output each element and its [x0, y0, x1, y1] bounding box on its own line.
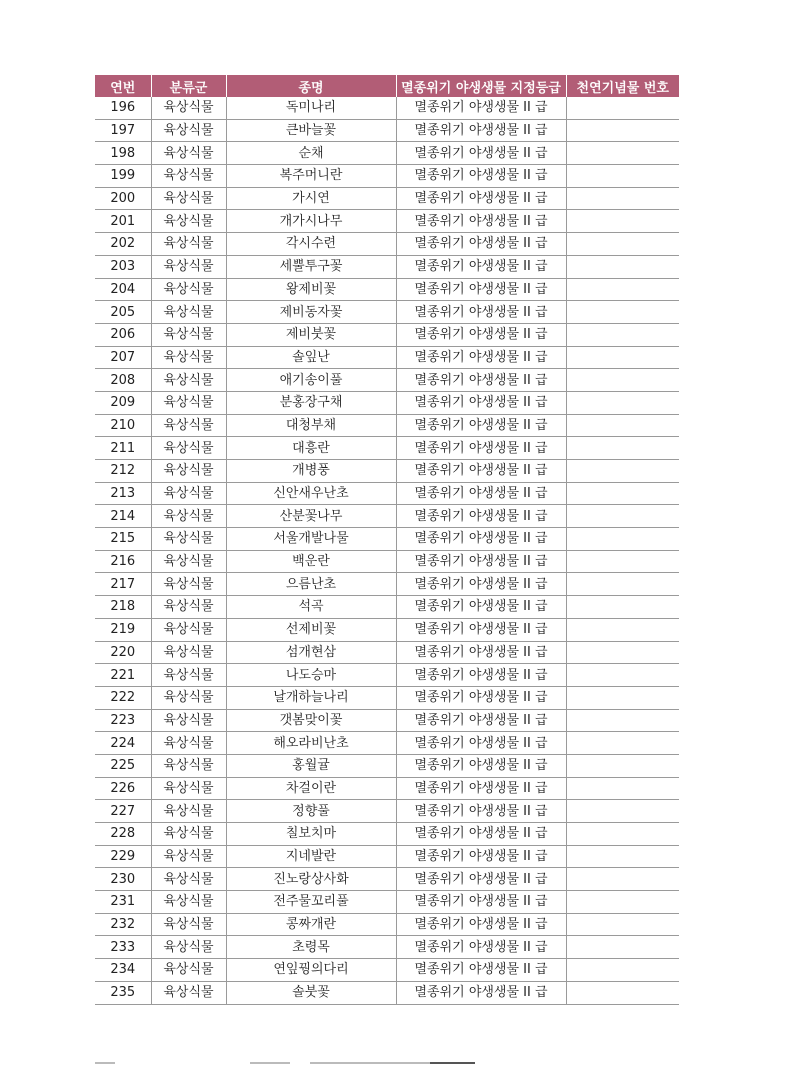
cell-endangered-grade: 멸종위기 야생생물 II 급	[396, 346, 566, 369]
header-row	[95, 75, 679, 97]
cell-serial-number: 220	[95, 641, 151, 664]
cell-taxon-group: 육상식물	[151, 165, 226, 188]
cell-natural-monument-number	[566, 664, 679, 687]
cell-species-name: 대흥란	[226, 437, 396, 460]
cell-natural-monument-number	[566, 618, 679, 641]
page-footer-marks	[95, 1062, 495, 1066]
cell-serial-number: 199	[95, 165, 151, 188]
header-taxon-group: 분류군	[151, 75, 226, 97]
cell-endangered-grade: 멸종위기 야생생물 II 급	[396, 414, 566, 437]
cell-natural-monument-number	[566, 437, 679, 460]
cell-natural-monument-number	[566, 482, 679, 505]
cell-serial-number: 212	[95, 460, 151, 483]
table-row	[95, 97, 679, 119]
table-row	[95, 233, 679, 256]
cell-species-name: 칠보치마	[226, 823, 396, 846]
cell-taxon-group: 육상식물	[151, 142, 226, 165]
table-row	[95, 913, 679, 936]
cell-taxon-group: 육상식물	[151, 891, 226, 914]
cell-endangered-grade: 멸종위기 야생생물 II 급	[396, 868, 566, 891]
cell-taxon-group: 육상식물	[151, 845, 226, 868]
cell-species-name: 백운란	[226, 550, 396, 573]
cell-taxon-group: 육상식물	[151, 664, 226, 687]
cell-natural-monument-number	[566, 255, 679, 278]
cell-natural-monument-number	[566, 528, 679, 551]
cell-endangered-grade: 멸종위기 야생생물 II 급	[396, 255, 566, 278]
cell-species-name: 으름난초	[226, 573, 396, 596]
cell-natural-monument-number	[566, 301, 679, 324]
cell-species-name: 세뿔투구꽃	[226, 255, 396, 278]
cell-taxon-group: 육상식물	[151, 754, 226, 777]
cell-serial-number: 208	[95, 369, 151, 392]
cell-endangered-grade: 멸종위기 야생생물 II 급	[396, 641, 566, 664]
cell-species-name: 솔잎난	[226, 346, 396, 369]
cell-natural-monument-number	[566, 278, 679, 301]
cell-serial-number: 210	[95, 414, 151, 437]
table-row	[95, 959, 679, 982]
cell-natural-monument-number	[566, 505, 679, 528]
table-row	[95, 346, 679, 369]
cell-natural-monument-number	[566, 845, 679, 868]
cell-natural-monument-number	[566, 732, 679, 755]
cell-serial-number: 222	[95, 686, 151, 709]
cell-natural-monument-number	[566, 573, 679, 596]
cell-taxon-group: 육상식물	[151, 255, 226, 278]
cell-taxon-group: 육상식물	[151, 323, 226, 346]
cell-endangered-grade: 멸종위기 야생생물 II 급	[396, 573, 566, 596]
endangered-species-table	[95, 75, 679, 1005]
cell-taxon-group: 육상식물	[151, 641, 226, 664]
table-row	[95, 573, 679, 596]
cell-endangered-grade: 멸종위기 야생생물 II 급	[396, 936, 566, 959]
cell-endangered-grade: 멸종위기 야생생물 II 급	[396, 301, 566, 324]
cell-taxon-group: 육상식물	[151, 97, 226, 119]
cell-serial-number: 226	[95, 777, 151, 800]
cell-serial-number: 204	[95, 278, 151, 301]
header-serial-number: 연번	[95, 75, 151, 97]
cell-endangered-grade: 멸종위기 야생생물 II 급	[396, 210, 566, 233]
cell-serial-number: 203	[95, 255, 151, 278]
cell-endangered-grade: 멸종위기 야생생물 II 급	[396, 482, 566, 505]
cell-natural-monument-number	[566, 233, 679, 256]
table-row	[95, 391, 679, 414]
table-row	[95, 618, 679, 641]
cell-endangered-grade: 멸종위기 야생생물 II 급	[396, 391, 566, 414]
cell-natural-monument-number	[566, 97, 679, 119]
cell-taxon-group: 육상식물	[151, 346, 226, 369]
cell-species-name: 서울개발나물	[226, 528, 396, 551]
table-row	[95, 777, 679, 800]
cell-taxon-group: 육상식물	[151, 437, 226, 460]
cell-taxon-group: 육상식물	[151, 505, 226, 528]
cell-endangered-grade: 멸종위기 야생생물 II 급	[396, 119, 566, 142]
cell-natural-monument-number	[566, 460, 679, 483]
cell-serial-number: 215	[95, 528, 151, 551]
cell-endangered-grade: 멸종위기 야생생물 II 급	[396, 777, 566, 800]
table-row	[95, 754, 679, 777]
cell-serial-number: 225	[95, 754, 151, 777]
cell-taxon-group: 육상식물	[151, 959, 226, 982]
cell-serial-number: 201	[95, 210, 151, 233]
table-row	[95, 414, 679, 437]
cell-serial-number: 219	[95, 618, 151, 641]
table-row	[95, 142, 679, 165]
cell-species-name: 왕제비꽃	[226, 278, 396, 301]
cell-endangered-grade: 멸종위기 야생생물 II 급	[396, 550, 566, 573]
cell-species-name: 독미나리	[226, 97, 396, 119]
table-row	[95, 936, 679, 959]
cell-natural-monument-number	[566, 686, 679, 709]
cell-taxon-group: 육상식물	[151, 187, 226, 210]
cell-taxon-group: 육상식물	[151, 981, 226, 1004]
cell-taxon-group: 육상식물	[151, 528, 226, 551]
table-header	[95, 75, 679, 97]
cell-endangered-grade: 멸종위기 야생생물 II 급	[396, 369, 566, 392]
cell-natural-monument-number	[566, 641, 679, 664]
cell-species-name: 날개하늘나리	[226, 686, 396, 709]
cell-natural-monument-number	[566, 165, 679, 188]
table-row	[95, 528, 679, 551]
cell-taxon-group: 육상식물	[151, 391, 226, 414]
cell-species-name: 각시수련	[226, 233, 396, 256]
cell-species-name: 신안새우난초	[226, 482, 396, 505]
table-row	[95, 278, 679, 301]
table-row	[95, 460, 679, 483]
cell-natural-monument-number	[566, 823, 679, 846]
cell-taxon-group: 육상식물	[151, 732, 226, 755]
table-row	[95, 732, 679, 755]
cell-endangered-grade: 멸종위기 야생생물 II 급	[396, 460, 566, 483]
cell-natural-monument-number	[566, 981, 679, 1004]
cell-serial-number: 218	[95, 596, 151, 619]
table-row	[95, 845, 679, 868]
cell-taxon-group: 육상식물	[151, 618, 226, 641]
table-row	[95, 686, 679, 709]
cell-serial-number: 227	[95, 800, 151, 823]
cell-serial-number: 231	[95, 891, 151, 914]
cell-natural-monument-number	[566, 210, 679, 233]
header-endangered-grade: 멸종위기 야생생물 지정등급	[396, 75, 566, 97]
table-row	[95, 437, 679, 460]
table-row	[95, 301, 679, 324]
cell-taxon-group: 육상식물	[151, 596, 226, 619]
cell-species-name: 홍월귤	[226, 754, 396, 777]
table-row	[95, 868, 679, 891]
table-row	[95, 210, 679, 233]
cell-endangered-grade: 멸종위기 야생생물 II 급	[396, 165, 566, 188]
cell-serial-number: 213	[95, 482, 151, 505]
cell-species-name: 대청부채	[226, 414, 396, 437]
cell-species-name: 개가시나무	[226, 210, 396, 233]
cell-endangered-grade: 멸종위기 야생생물 II 급	[396, 845, 566, 868]
cell-natural-monument-number	[566, 891, 679, 914]
cell-natural-monument-number	[566, 369, 679, 392]
cell-endangered-grade: 멸종위기 야생생물 II 급	[396, 278, 566, 301]
table-row	[95, 187, 679, 210]
cell-taxon-group: 육상식물	[151, 686, 226, 709]
cell-species-name: 갯봄맞이꽃	[226, 709, 396, 732]
table-row	[95, 800, 679, 823]
cell-natural-monument-number	[566, 777, 679, 800]
cell-endangered-grade: 멸종위기 야생생물 II 급	[396, 664, 566, 687]
cell-species-name: 순채	[226, 142, 396, 165]
cell-endangered-grade: 멸종위기 야생생물 II 급	[396, 528, 566, 551]
table-row	[95, 664, 679, 687]
cell-serial-number: 234	[95, 959, 151, 982]
cell-serial-number: 196	[95, 97, 151, 119]
cell-species-name: 진노랑상사화	[226, 868, 396, 891]
cell-endangered-grade: 멸종위기 야생생물 II 급	[396, 437, 566, 460]
cell-natural-monument-number	[566, 550, 679, 573]
cell-endangered-grade: 멸종위기 야생생물 II 급	[396, 686, 566, 709]
cell-endangered-grade: 멸종위기 야생생물 II 급	[396, 800, 566, 823]
cell-taxon-group: 육상식물	[151, 936, 226, 959]
cell-serial-number: 205	[95, 301, 151, 324]
cell-taxon-group: 육상식물	[151, 709, 226, 732]
cell-serial-number: 235	[95, 981, 151, 1004]
cell-taxon-group: 육상식물	[151, 550, 226, 573]
cell-species-name: 제비붓꽃	[226, 323, 396, 346]
table-row	[95, 596, 679, 619]
table-row	[95, 482, 679, 505]
cell-endangered-grade: 멸종위기 야생생물 II 급	[396, 233, 566, 256]
table-body	[95, 97, 679, 1004]
cell-endangered-grade: 멸종위기 야생생물 II 급	[396, 187, 566, 210]
table-row	[95, 550, 679, 573]
cell-species-name: 차걸이란	[226, 777, 396, 800]
cell-species-name: 지네발란	[226, 845, 396, 868]
table-row	[95, 891, 679, 914]
table-row	[95, 323, 679, 346]
cell-species-name: 애기송이풀	[226, 369, 396, 392]
cell-endangered-grade: 멸종위기 야생생물 II 급	[396, 505, 566, 528]
cell-natural-monument-number	[566, 346, 679, 369]
cell-serial-number: 221	[95, 664, 151, 687]
cell-taxon-group: 육상식물	[151, 800, 226, 823]
cell-endangered-grade: 멸종위기 야생생물 II 급	[396, 754, 566, 777]
cell-serial-number: 200	[95, 187, 151, 210]
cell-species-name: 석곡	[226, 596, 396, 619]
cell-taxon-group: 육상식물	[151, 823, 226, 846]
cell-natural-monument-number	[566, 709, 679, 732]
cell-serial-number: 202	[95, 233, 151, 256]
cell-taxon-group: 육상식물	[151, 913, 226, 936]
cell-endangered-grade: 멸종위기 야생생물 II 급	[396, 891, 566, 914]
species-table-container	[95, 75, 679, 1005]
cell-natural-monument-number	[566, 868, 679, 891]
cell-species-name: 전주물꼬리풀	[226, 891, 396, 914]
cell-serial-number: 198	[95, 142, 151, 165]
cell-taxon-group: 육상식물	[151, 119, 226, 142]
cell-serial-number: 207	[95, 346, 151, 369]
cell-serial-number: 197	[95, 119, 151, 142]
cell-species-name: 분홍장구채	[226, 391, 396, 414]
cell-species-name: 가시연	[226, 187, 396, 210]
cell-species-name: 큰바늘꽃	[226, 119, 396, 142]
cell-natural-monument-number	[566, 913, 679, 936]
cell-natural-monument-number	[566, 800, 679, 823]
cell-species-name: 솔붓꽃	[226, 981, 396, 1004]
cell-taxon-group: 육상식물	[151, 233, 226, 256]
cell-species-name: 제비동자꽃	[226, 301, 396, 324]
cell-taxon-group: 육상식물	[151, 369, 226, 392]
cell-serial-number: 228	[95, 823, 151, 846]
cell-species-name: 나도승마	[226, 664, 396, 687]
cell-species-name: 정향풀	[226, 800, 396, 823]
cell-taxon-group: 육상식물	[151, 414, 226, 437]
cell-natural-monument-number	[566, 414, 679, 437]
cell-endangered-grade: 멸종위기 야생생물 II 급	[396, 732, 566, 755]
cell-endangered-grade: 멸종위기 야생생물 II 급	[396, 981, 566, 1004]
cell-serial-number: 209	[95, 391, 151, 414]
cell-natural-monument-number	[566, 959, 679, 982]
table-row	[95, 505, 679, 528]
cell-species-name: 산분꽃나무	[226, 505, 396, 528]
cell-species-name: 선제비꽃	[226, 618, 396, 641]
table-row	[95, 119, 679, 142]
cell-endangered-grade: 멸종위기 야생생물 II 급	[396, 709, 566, 732]
cell-natural-monument-number	[566, 187, 679, 210]
table-row	[95, 823, 679, 846]
cell-taxon-group: 육상식물	[151, 278, 226, 301]
cell-species-name: 복주머니란	[226, 165, 396, 188]
table-row	[95, 641, 679, 664]
cell-taxon-group: 육상식물	[151, 573, 226, 596]
table-row	[95, 165, 679, 188]
cell-endangered-grade: 멸종위기 야생생물 II 급	[396, 97, 566, 119]
cell-natural-monument-number	[566, 391, 679, 414]
cell-taxon-group: 육상식물	[151, 460, 226, 483]
table-row	[95, 981, 679, 1004]
cell-natural-monument-number	[566, 142, 679, 165]
cell-serial-number: 216	[95, 550, 151, 573]
cell-endangered-grade: 멸종위기 야생생물 II 급	[396, 618, 566, 641]
cell-endangered-grade: 멸종위기 야생생물 II 급	[396, 913, 566, 936]
header-species-name: 종명	[226, 75, 396, 97]
cell-natural-monument-number	[566, 119, 679, 142]
cell-species-name: 해오라비난초	[226, 732, 396, 755]
cell-species-name: 개병풍	[226, 460, 396, 483]
cell-species-name: 섬개현삼	[226, 641, 396, 664]
cell-serial-number: 232	[95, 913, 151, 936]
cell-natural-monument-number	[566, 936, 679, 959]
table-row	[95, 369, 679, 392]
cell-serial-number: 224	[95, 732, 151, 755]
cell-natural-monument-number	[566, 323, 679, 346]
cell-endangered-grade: 멸종위기 야생생물 II 급	[396, 596, 566, 619]
cell-taxon-group: 육상식물	[151, 868, 226, 891]
header-natural-monument-number: 천연기념물 번호	[566, 75, 679, 97]
cell-endangered-grade: 멸종위기 야생생물 II 급	[396, 823, 566, 846]
cell-serial-number: 211	[95, 437, 151, 460]
cell-species-name: 콩짜개란	[226, 913, 396, 936]
cell-species-name: 연잎꿩의다리	[226, 959, 396, 982]
cell-endangered-grade: 멸종위기 야생생물 II 급	[396, 959, 566, 982]
cell-natural-monument-number	[566, 754, 679, 777]
table-row	[95, 255, 679, 278]
cell-endangered-grade: 멸종위기 야생생물 II 급	[396, 142, 566, 165]
cell-taxon-group: 육상식물	[151, 301, 226, 324]
cell-taxon-group: 육상식물	[151, 777, 226, 800]
cell-endangered-grade: 멸종위기 야생생물 II 급	[396, 323, 566, 346]
cell-serial-number: 230	[95, 868, 151, 891]
cell-serial-number: 217	[95, 573, 151, 596]
cell-serial-number: 206	[95, 323, 151, 346]
cell-serial-number: 223	[95, 709, 151, 732]
cell-taxon-group: 육상식물	[151, 210, 226, 233]
cell-species-name: 초령목	[226, 936, 396, 959]
table-row	[95, 709, 679, 732]
cell-natural-monument-number	[566, 596, 679, 619]
cell-serial-number: 229	[95, 845, 151, 868]
cell-serial-number: 214	[95, 505, 151, 528]
cell-serial-number: 233	[95, 936, 151, 959]
cell-taxon-group: 육상식물	[151, 482, 226, 505]
